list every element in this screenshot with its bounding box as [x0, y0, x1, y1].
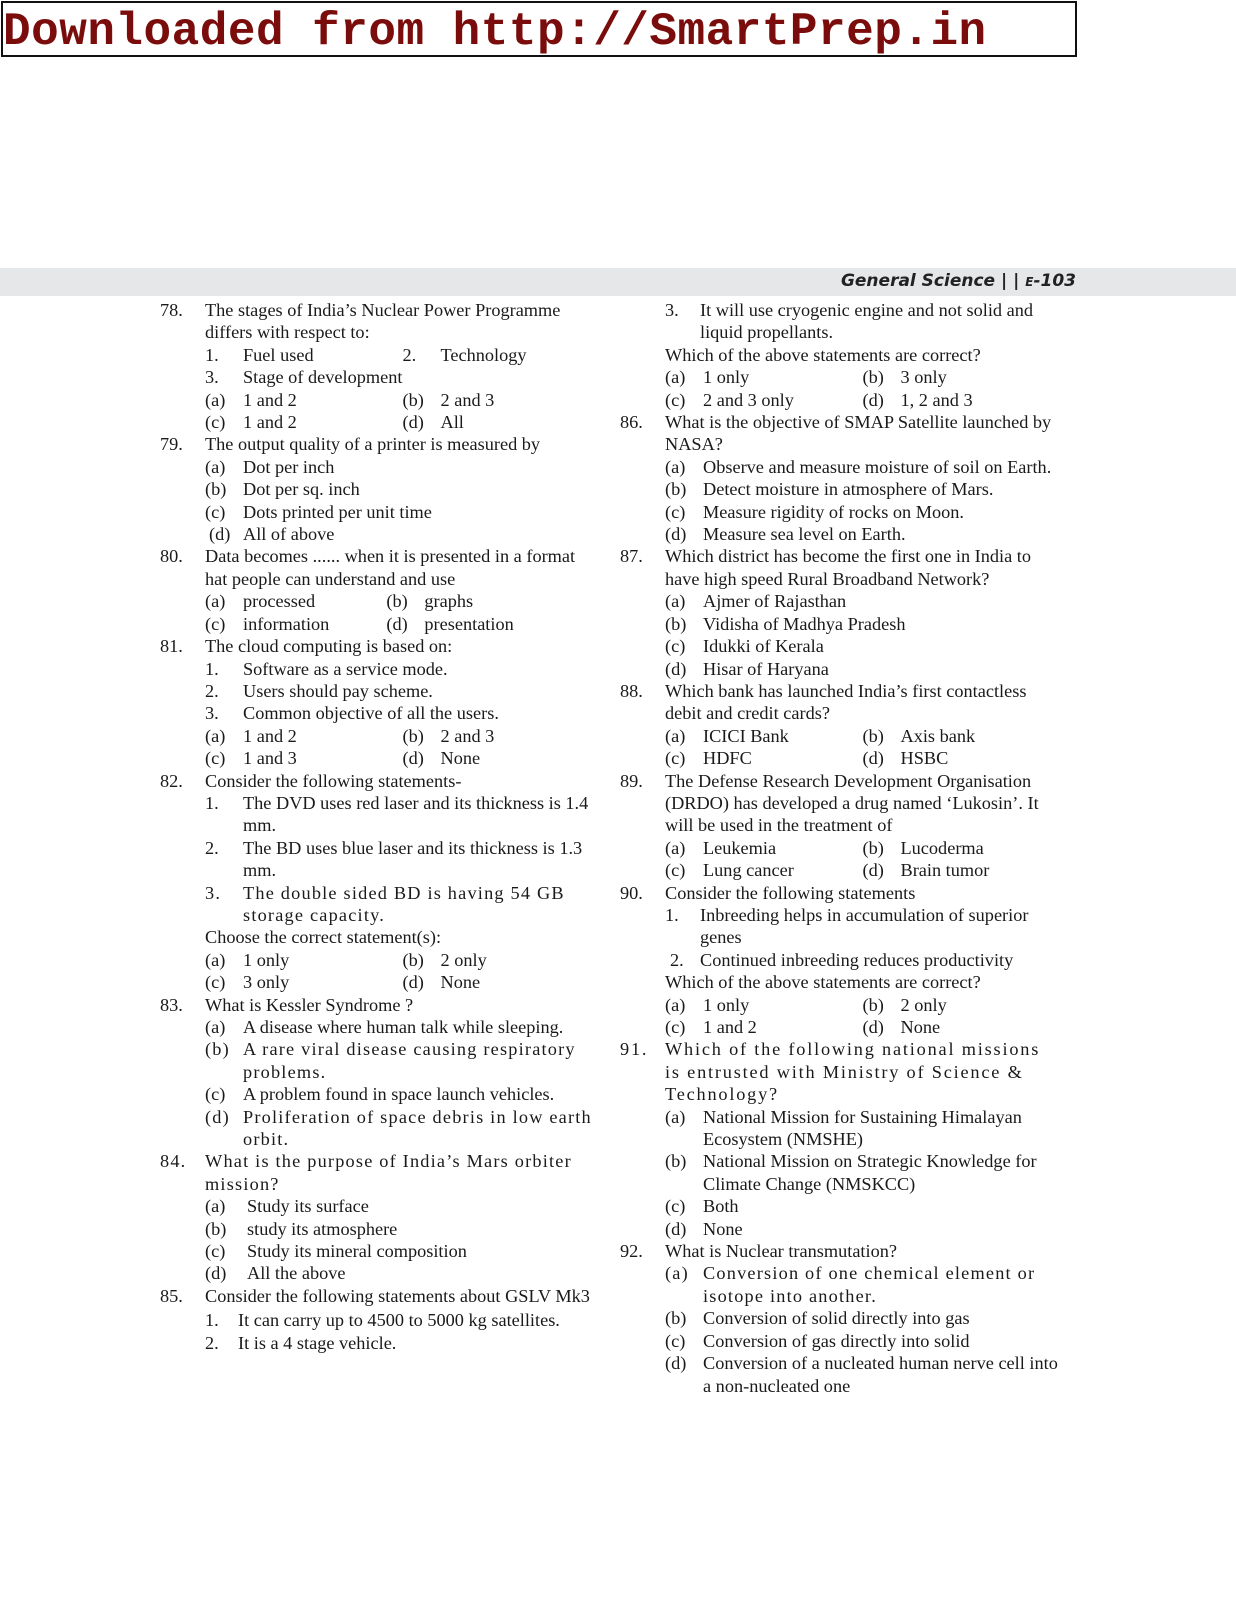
- question-number: 80.: [160, 546, 183, 567]
- option: 1, 2 and 3: [900, 389, 973, 410]
- question-number: 81.: [160, 636, 183, 657]
- option: Dot per sq. inch: [243, 479, 360, 500]
- option: HDFC: [703, 748, 752, 769]
- left-column: [160, 299, 600, 1354]
- option: Both: [703, 1196, 739, 1217]
- banner-text: Downloaded from http://SmartPrep.in: [3, 6, 987, 58]
- question-90: 90. Consider the following statements 1. Inbreeding helps in accumulation of superior genes 2. Continued inbreeding reduces productivity Which of the above statements are correct? (a) 1 only (b) 2 only (c) 1 and 2 (d) None: [620, 882, 1060, 1039]
- prompt: Choose the correct statement(s):: [205, 927, 442, 948]
- statement: Software as a service mode.: [243, 658, 448, 679]
- question-number: 82.: [160, 770, 183, 791]
- question-82: 82. Consider the following statements- 1. The DVD uses red laser and its thickness is 1.4 mm. 2. The BD uses blue laser and its thickness is 1.3 mm. 3. The double sided BD is having 54 GB storage capacity. Choose the correct statement(s): (a) 1 only (b) 2 only (c) 3 only (d) None: [160, 770, 600, 994]
- option: Dot per inch: [243, 456, 335, 477]
- question-stem: What is the purpose of India’s Mars orbiter mission?: [205, 1151, 572, 1194]
- header-separator: | |: [1000, 271, 1020, 291]
- option: Conversion of solid directly into gas: [703, 1308, 970, 1329]
- option: 1 and 2: [243, 725, 297, 746]
- question-85-continued: 3. It will use cryogenic engine and not solid and liquid propellants. Which of the above statements are correct? (a) 1 only (b) 3 only (c) 2 and 3 only (d) 1, 2 and 3: [620, 299, 1060, 411]
- option: 3 only: [243, 972, 290, 993]
- statement: It is a 4 stage vehicle.: [238, 1332, 397, 1353]
- option: None: [703, 1218, 743, 1239]
- option: 1 only: [243, 949, 290, 970]
- question-87: 87. Which district has become the first one in India to have high speed Rural Broadband Network? (a) Ajmer of Rajasthan (b) Vidisha of Madhya Pradesh (c) Idukki of Kerala (d) Hisar of Haryana: [620, 545, 1060, 679]
- question-stem: What is Nuclear transmutation?: [665, 1241, 897, 1262]
- question-stem: Which bank has launched India’s first contactless debit and credit cards?: [665, 680, 1027, 724]
- question-stem: Consider the following statements about GSLV Mk3: [205, 1285, 590, 1306]
- option: Proliferation of space debris in low earth orbit.: [243, 1106, 592, 1150]
- option: A rare viral disease causing respiratory problems.: [243, 1039, 576, 1082]
- option: Hisar of Haryana: [703, 658, 829, 679]
- question-number: 86.: [620, 412, 643, 433]
- option: Detect moisture in atmosphere of Mars.: [703, 479, 994, 500]
- question-88: 88. Which bank has launched India’s first contactless debit and credit cards? (a) ICICI Bank (b) Axis bank (c) HDFC (d) HSBC: [620, 680, 1060, 770]
- question-number: 87.: [620, 546, 643, 567]
- question-86: 86. What is the objective of SMAP Satellite launched by NASA? (a) Observe and measure moisture of soil on Earth. (b) Detect moisture in atmosphere of Mars. (c) Measure rigidity of rocks on Moon. (d) Measure sea level on Earth.: [620, 411, 1060, 545]
- question-stem: The stages of India’s Nuclear Power Programme differs with respect to:: [205, 300, 561, 343]
- option: 1 only: [703, 994, 750, 1015]
- question-stem: Consider the following statements-: [205, 770, 462, 791]
- question-number: 91.: [620, 1039, 649, 1060]
- question-91: 91. Which of the following national missions is entrusted with Ministry of Science & Technology? (a) National Mission for Sustaining Himalayan Ecosystem (NMSHE) (b) National Mission on Strategic Knowledge for Climate Change (NMSKCC) (c) Both (d) None: [620, 1038, 1060, 1240]
- option: Ajmer of Rajasthan: [703, 591, 847, 612]
- option: All of above: [243, 524, 335, 545]
- question-81: 81. The cloud computing is based on: 1. Software as a service mode. 2. Users should pay scheme. 3. Common objective of all the users. (a) 1 and 2 (b) 2 and 3 (c) 1 and 3 (d) None: [160, 635, 600, 769]
- question-78: 78. The stages of India’s Nuclear Power Programme differs with respect to: 1. Fuel used 2. Technology 3. Stage of development (a) 1 and 2 (b) 2 and 3 (c) 1 and 2 (d) All: [160, 299, 600, 433]
- question-89: 89. The Defense Research Development Organisation (DRDO) has developed a drug named ‘Lukosin’. It will be used in the treatment of (a) Leukemia (b) Lucoderma (c) Lung cancer (d) Brain tumor: [620, 770, 1060, 882]
- question-stem: The cloud computing is based on:: [205, 636, 453, 657]
- question-number: 90.: [620, 882, 643, 903]
- option: All: [440, 412, 464, 433]
- question-85: 85. Consider the following statements about GSLV Mk3 1. It can carry up to 4500 to 5000 kg satellites. 2. It is a 4 stage vehicle.: [160, 1285, 600, 1354]
- statement: The double sided BD is having 54 GB storage capacity.: [243, 882, 565, 925]
- option: Brain tumor: [900, 860, 990, 881]
- option: Idukki of Kerala: [703, 636, 824, 657]
- option: None: [440, 972, 481, 993]
- question-stem: Which district has become the first one in India to have high speed Rural Broadband Network?: [665, 546, 1032, 589]
- statement: The BD uses blue laser and its thickness is 1.3 mm.: [243, 837, 583, 881]
- option: A disease where human talk while sleeping.: [243, 1017, 564, 1037]
- option: Observe and measure moisture of soil on Earth.: [703, 456, 1052, 477]
- question-stem: Consider the following statements: [665, 882, 916, 903]
- download-source-banner: [1, 1, 1077, 57]
- question-stem: The Defense Research Development Organisation (DRDO) has developed a drug named ‘Lukosin’. It will be used in the treatment of: [665, 770, 1039, 836]
- option: 2 and 3: [440, 389, 495, 410]
- statement: Continued inbreeding reduces productivity: [700, 949, 1014, 970]
- option: Conversion of a nucleated human nerve cell into a non-nucleated one: [703, 1353, 1058, 1396]
- option: study its atmosphere: [247, 1218, 398, 1239]
- option: Study its mineral composition: [247, 1241, 467, 1262]
- option: 1 and 3: [243, 748, 297, 769]
- question-stem: The output quality of a printer is measured by: [205, 434, 541, 455]
- option: None: [900, 1017, 941, 1037]
- statement: Users should pay scheme.: [243, 680, 433, 701]
- option: Axis bank: [900, 725, 976, 746]
- section-title: General Science: [840, 271, 996, 291]
- question-number: 85.: [160, 1285, 183, 1306]
- question-84: 84. What is the purpose of India’s Mars orbiter mission? (a) Study its surface (b) study its atmosphere (c) Study its mineral composition (d) All the above: [160, 1150, 600, 1284]
- running-header-text: [841, 271, 1076, 291]
- option: graphs: [424, 591, 474, 612]
- question-stem: What is the objective of SMAP Satellite launched by NASA?: [665, 412, 1052, 455]
- option: 1 only: [703, 367, 750, 388]
- right-column: [620, 299, 1060, 1397]
- option: National Mission for Sustaining Himalayan Ecosystem (NMSHE): [703, 1106, 1022, 1150]
- option: Dots printed per unit time: [243, 501, 432, 522]
- statement: Technology: [440, 344, 527, 365]
- option: Lung cancer: [703, 860, 794, 881]
- question-number: 89.: [620, 770, 643, 791]
- question-number: 84.: [160, 1151, 187, 1172]
- question-number: 92.: [620, 1241, 643, 1262]
- option: processed: [243, 591, 316, 612]
- option: Vidisha of Madhya Pradesh: [703, 613, 906, 634]
- statement: It can carry up to 4500 to 5000 kg satellites.: [238, 1310, 560, 1331]
- option: HSBC: [900, 748, 949, 769]
- option: 2 only: [900, 994, 947, 1015]
- question-83: 83. What is Kessler Syndrome ? (a) A disease where human talk while sleeping. (b) A rare viral disease causing respiratory problems. (c) A problem found in space launch vehicles. (d) Proliferation of space debris in low earth orbit.: [160, 994, 600, 1151]
- statement: Stage of development: [243, 367, 403, 388]
- option: 1 and 2: [243, 412, 297, 433]
- statement: The DVD uses red laser and its thickness is 1.4 mm.: [243, 792, 589, 836]
- question-stem: What is Kessler Syndrome ?: [205, 994, 414, 1015]
- option: Leukemia: [703, 837, 777, 858]
- option: 1 and 2: [243, 389, 297, 410]
- option: National Mission on Strategic Knowledge for Climate Change (NMSKCC): [703, 1151, 1037, 1194]
- running-header: [0, 268, 1236, 296]
- question-stem: Which of the following national missions is entrusted with Ministry of Science & Technology?: [665, 1039, 1041, 1105]
- prompt: Which of the above statements are correct?: [665, 972, 981, 993]
- option: A problem found in space launch vehicles.: [243, 1084, 555, 1105]
- option: 3 only: [900, 367, 947, 388]
- option: presentation: [424, 613, 514, 634]
- option: Study its surface: [247, 1196, 369, 1217]
- option: None: [440, 748, 481, 769]
- option: Lucoderma: [900, 837, 984, 858]
- option: Measure rigidity of rocks on Moon.: [703, 501, 964, 522]
- statement: Inbreeding helps in accumulation of superior genes: [700, 904, 1029, 948]
- statement: Common objective of all the users.: [243, 703, 499, 724]
- option: Measure sea level on Earth.: [703, 524, 906, 545]
- question-number: 88.: [620, 680, 643, 701]
- option: All the above: [247, 1263, 346, 1284]
- statement: Fuel used: [243, 344, 314, 365]
- option: information: [243, 613, 330, 634]
- option: Conversion of one chemical element or isotope into another.: [703, 1263, 1036, 1306]
- option: 2 and 3: [440, 725, 495, 746]
- option: Conversion of gas directly into solid: [703, 1330, 970, 1351]
- question-number: 83.: [160, 994, 183, 1015]
- option: 2 only: [440, 949, 487, 970]
- question-80: 80. Data becomes ...... when it is presented in a format hat people can understand and use (a) processed (b) graphs (c) information (d) presentation: [160, 545, 600, 635]
- option: ICICI Bank: [703, 725, 789, 746]
- question-stem: Data becomes ...... when it is presented in a format hat people can understand and use: [205, 546, 576, 589]
- statement: It will use cryogenic engine and not solid and liquid propellants.: [700, 300, 1034, 343]
- option: 2 and 3 only: [703, 389, 794, 410]
- option: 1 and 2: [703, 1017, 757, 1037]
- page-number: E-103: [1025, 271, 1076, 291]
- prompt: Which of the above statements are correct?: [665, 344, 981, 365]
- question-number: 79.: [160, 434, 183, 455]
- question-92: 92. What is Nuclear transmutation? (a) Conversion of one chemical element or isotope into another. (b) Conversion of solid directly into gas (c) Conversion of gas directly into solid (d) Conversion of a nucleated human nerve cell into a non-nucleated one: [620, 1240, 1060, 1397]
- question-number: 78.: [160, 300, 183, 320]
- question-79: 79. The output quality of a printer is measured by (a) Dot per inch (b) Dot per sq. inch (c) Dots printed per unit time (d) All of above: [160, 433, 600, 545]
